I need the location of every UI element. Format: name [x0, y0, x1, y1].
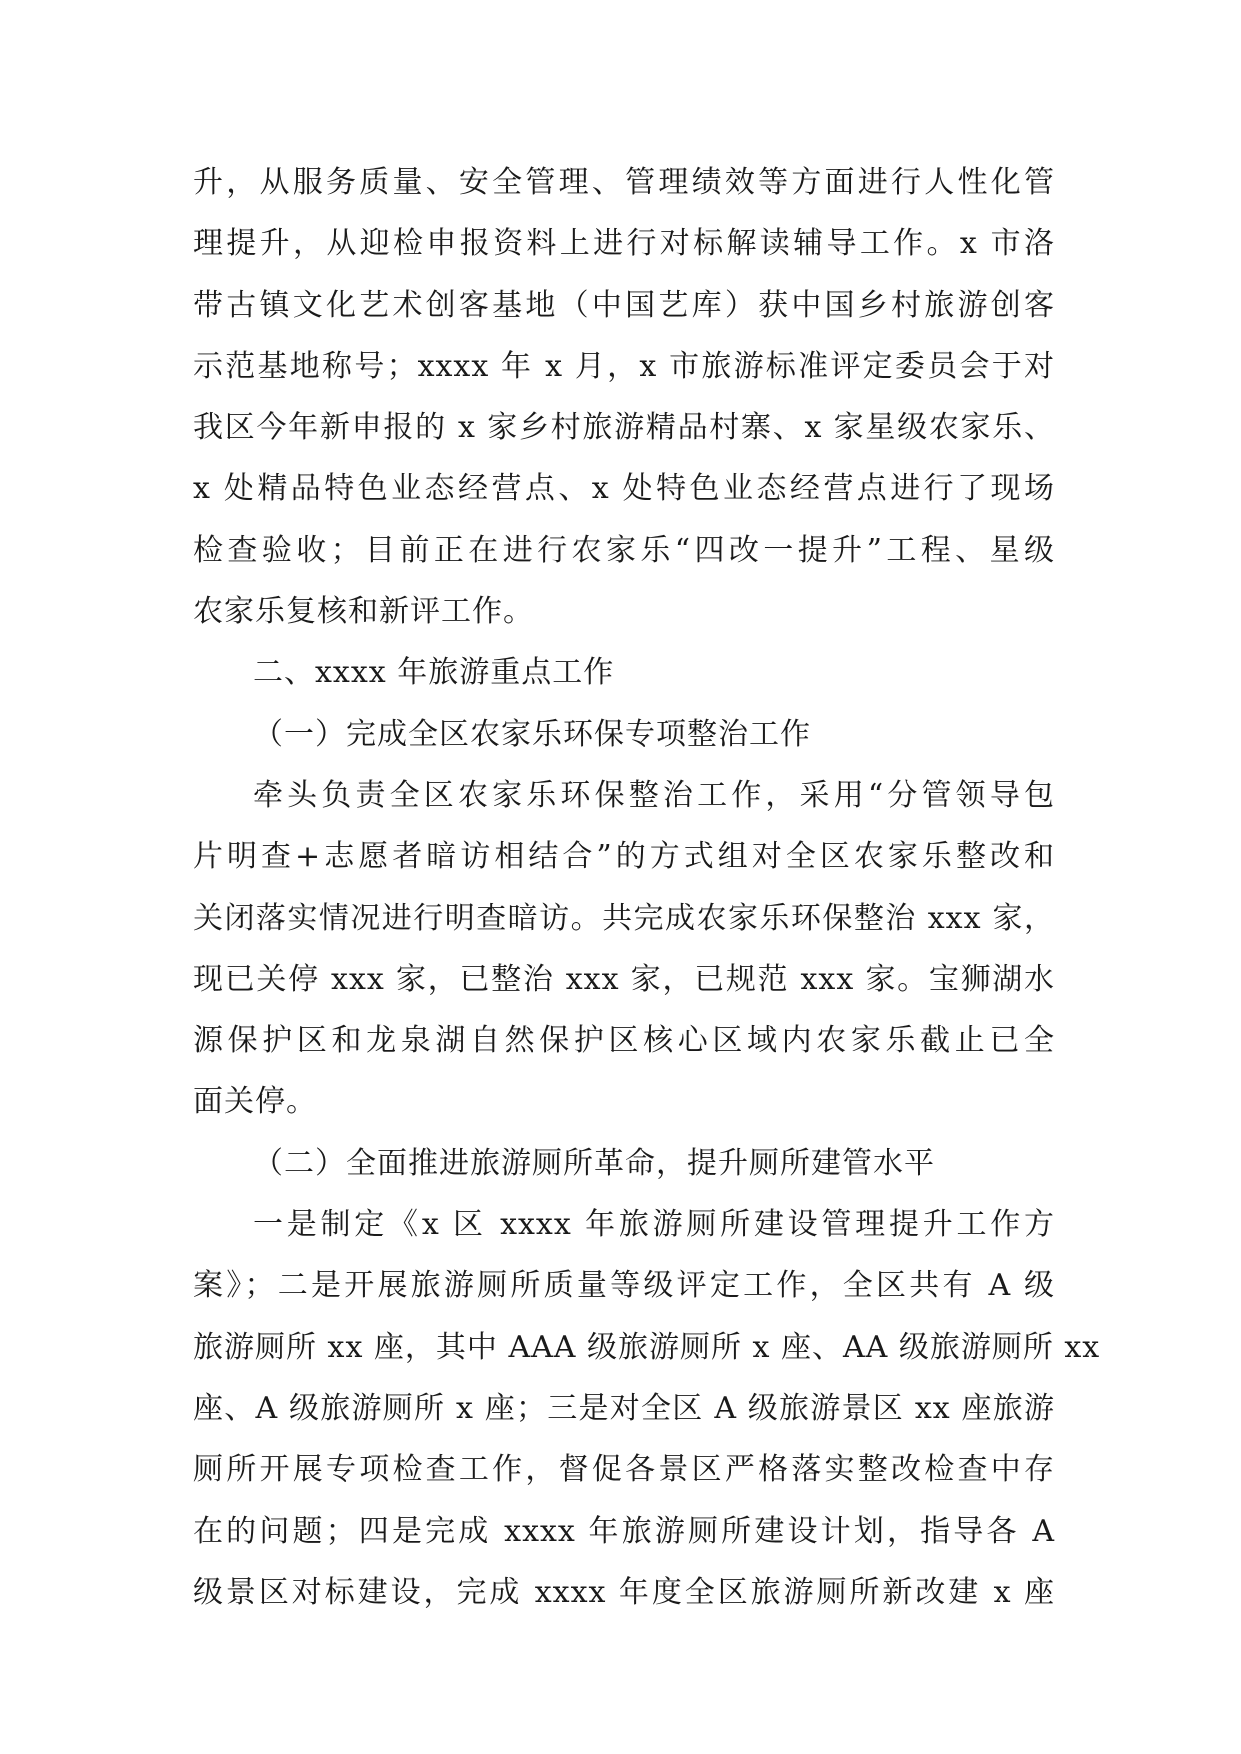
text-line: 座、A 级旅游厕所 x 座；三是对全区 A 级旅游景区 xx 座旅游 — [193, 1390, 1055, 1426]
document-body — [193, 152, 1101, 1623]
text-line: 示范基地称号；xxxx 年 x 月，x 市旅游标准评定委员会于对 — [193, 348, 1055, 384]
text-line: 厕所开展专项检查工作，督促各景区严格落实整改检查中存 — [193, 1452, 1055, 1488]
text-line: 面关停。 — [193, 1084, 317, 1120]
text-line: 源保护区和龙泉湖自然保护区核心区域内农家乐截止已全 — [193, 1023, 1055, 1059]
text-line: 案》；二是开展旅游厕所质量等级评定工作，全区共有 A 级 — [193, 1268, 1055, 1304]
text-line: x 处精品特色业态经营点、x 处特色业态经营点进行了现场 — [193, 471, 1055, 507]
text-line: 级景区对标建设，完成 xxxx 年度全区旅游厕所新改建 x 座 — [193, 1574, 1055, 1610]
text-line: 关闭落实情况进行明查暗访。共完成农家乐环保整治 xxx 家， — [193, 900, 1055, 936]
text-line: 我区今年新申报的 x 家乡村旅游精品村寨、x 家星级农家乐、 — [193, 410, 1055, 446]
text-line: 现已关停 xxx 家，已整治 xxx 家，已规范 xxx 家。宝狮湖水 — [193, 961, 1055, 997]
text-line: 检查验收；目前正在进行农家乐“四改一提升”工程、星级 — [193, 532, 1055, 568]
text-line: 带古镇文化艺术创客基地（中国艺库）获中国乡村旅游创客 — [193, 287, 1055, 323]
text-line: 农家乐复核和新评工作。 — [193, 594, 534, 630]
text-line: 一是制定《x 区 xxxx 年旅游厕所建设管理提升工作方 — [253, 1207, 1055, 1243]
text-line: 旅游厕所 xx 座，其中 AAA 级旅游厕所 x 座、AA 级旅游厕所 xx — [193, 1329, 1101, 1365]
text-line: 牵头负责全区农家乐环保整治工作，采用“分管领导包 — [253, 777, 1055, 813]
text-line: 片明查+志愿者暗访相结合”的方式组对全区农家乐整改和 — [193, 839, 1055, 875]
text-line: （二）全面推进旅游厕所革命，提升厕所建管水平 — [253, 1145, 935, 1181]
text-line: （一）完成全区农家乐环保专项整治工作 — [253, 716, 811, 752]
text-line: 理提升，从迎检申报资料上进行对标解读辅导工作。x 市洛 — [193, 226, 1055, 262]
text-line: 在的问题；四是完成 xxxx 年旅游厕所建设计划，指导各 A — [193, 1513, 1055, 1549]
text-line: 升，从服务质量、安全管理、管理绩效等方面进行人性化管 — [193, 165, 1055, 200]
text-line: 二、xxxx 年旅游重点工作 — [253, 655, 615, 691]
